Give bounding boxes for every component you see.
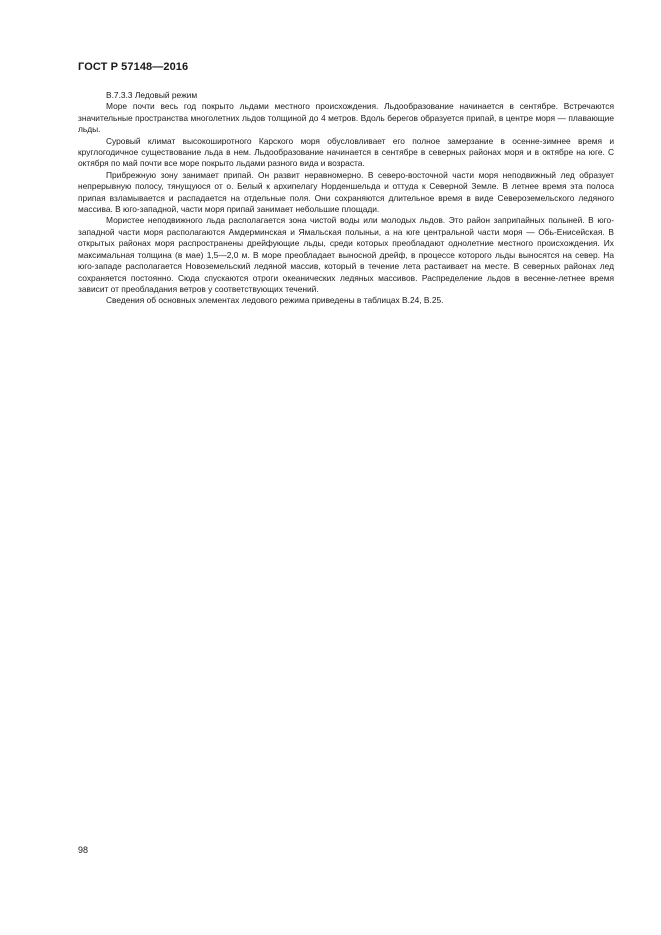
section-title: Ледовый режим — [134, 90, 198, 100]
page-number: 98 — [78, 845, 89, 855]
section-number: В.7.3.3 — [106, 90, 133, 100]
paragraph-1: Море почти весь год покрыто льдами местного происхождения. Льдообразование начинается в сентябре. Встречаются значительные пространства многолетних льдов толщиной до 4 метров. Вдоль берегов образуется припай, в центре моря — плавающие льды. — [78, 101, 614, 135]
paragraph-3: Прибрежную зону занимает припай. Он развит неравномерно. В северо-восточной части моря неподвижный лед образует непрерывную полосу, тянущуюся от о. Белый к архипелагу Норденшельда и оттуда к Северной Земле. В летнее время эта полоса припая взламывается и распадается на отдельные поля. Они сохраняются длительное время в виде Североземельского ледяного массива. В юго-западной, части моря припай занимает небольшие площади. — [78, 169, 614, 215]
paragraph-5: Сведения об основных элементах ледового режима приведены в таблицах В.24, В.25. — [106, 295, 444, 306]
document-body — [78, 90, 614, 307]
paragraph-4: Мористее неподвижного льда располагается зона чистой воды или молодых льдов. Это район заприпайных полыней. В юго-западной части моря располагаются Амдерминская и Ямальская полыньи, а на юге центральной части моря — Обь-Енисейская. В открытых районах моря распространены дрейфующие льды, среди которых преобладают однолетние местного происхождения. Их максимальная толщина (в мае) 1,5—2,0 м. В море преобладает выносной дрейф, в процессе которого льды выносятся на север. На юго-западе располагается Новоземельский ледяной массив, который в течение лета растаивает на месте. В северных районах лед сохраняется постоянно. Сюда спускаются отроги океанических ледяных массивов. Распределение льдов в весенне-летнее время зависит от преобладания ветров у соответствующих течений. — [78, 215, 614, 294]
section-heading — [106, 90, 614, 101]
document-header: ГОСТ Р 57148—2016 — [78, 61, 189, 73]
paragraph-2: Суровый климат высокоширотного Карского моря обусловливает его полное замерзание в осенне-зимнее время и круглогодичное существование льда в нем. Льдообразование начинается в сентябре в северных районах моря и в октябре на юге. С октября по май почти все море покрыто льдами разного вида и возраста. — [78, 135, 614, 169]
